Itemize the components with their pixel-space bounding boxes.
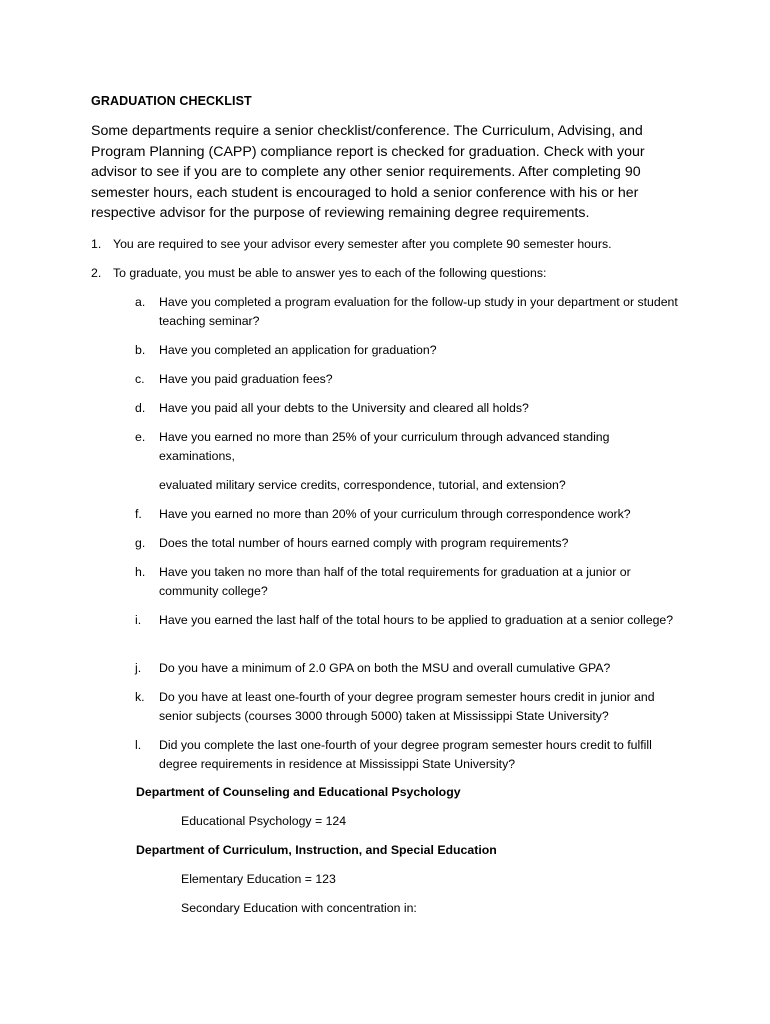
question-c xyxy=(135,370,680,389)
question-j xyxy=(135,659,680,678)
question-e-continuation: evaluated military service credits, correspondence, tutorial, and extension? xyxy=(159,478,566,492)
question-text: Does the total number of hours earned comply with program requirements? xyxy=(159,536,569,550)
item-text: To graduate, you must be able to answer yes to each of the following questions: xyxy=(113,266,547,280)
department-heading: Department of Counseling and Educational Psychology xyxy=(136,785,461,799)
item-number: 2. xyxy=(91,266,102,280)
department-heading: Department of Curriculum, Instruction, and Special Education xyxy=(136,843,497,857)
question-k xyxy=(135,688,680,725)
page-title: GRADUATION CHECKLIST xyxy=(91,94,252,108)
question-letter: k. xyxy=(135,690,145,704)
question-text: Have you earned no more than 25% of your curriculum through advanced standing examinations, xyxy=(159,430,610,463)
program-hours: Educational Psychology = 124 xyxy=(181,814,347,828)
question-e xyxy=(135,428,680,465)
question-a xyxy=(135,293,680,330)
question-letter: a. xyxy=(135,295,146,309)
question-text: Have you paid graduation fees? xyxy=(159,372,333,386)
question-text: Have you taken no more than half of the total requirements for graduation at a junior or community college? xyxy=(159,565,631,598)
question-letter: b. xyxy=(135,343,146,357)
question-text: Have you earned the last half of the total hours to be applied to graduation at a senior college? xyxy=(159,613,674,627)
question-letter: d. xyxy=(135,401,146,415)
question-letter: l. xyxy=(135,738,142,752)
question-f xyxy=(135,505,680,524)
item-number: 1. xyxy=(91,237,102,251)
question-text: Have you completed an application for graduation? xyxy=(159,343,437,357)
question-letter: f. xyxy=(135,507,142,521)
question-text: Do you have a minimum of 2.0 GPA on both the MSU and overall cumulative GPA? xyxy=(159,661,611,675)
program-hours: Secondary Education with concentration in: xyxy=(181,901,417,915)
item-text: You are required to see your advisor every semester after you complete 90 semester hours. xyxy=(113,237,612,251)
question-b xyxy=(135,341,680,360)
question-text: Have you paid all your debts to the University and cleared all holds? xyxy=(159,401,529,415)
question-text: Did you complete the last one-fourth of your degree program semester hours credit to fulfill degree requirements in residence at Mississippi State University? xyxy=(159,738,652,771)
question-l xyxy=(135,736,680,773)
question-letter: c. xyxy=(135,372,145,386)
question-d xyxy=(135,399,680,418)
question-text: Do you have at least one-fourth of your degree program semester hours credit in junior and senior subjects (courses 3000 through 5000) taken at Mississippi State University? xyxy=(159,690,655,723)
question-i xyxy=(135,611,680,630)
intro-paragraph: Some departments require a senior checklist/conference. The Curriculum, Advising, and Program Planning (CAPP) compliance report is checked for graduation. Check with your advisor to see if you are to complete any other senior requirements. After completing 90 semester hours, each student is encouraged to hold a senior conference with his or her respective advisor for the purpose of reviewing remaining degree requirements. xyxy=(91,123,645,222)
question-letter: i. xyxy=(135,613,142,627)
question-letter: e. xyxy=(135,430,146,444)
question-letter: g. xyxy=(135,536,146,550)
question-h xyxy=(135,563,680,600)
question-text: Have you earned no more than 20% of your curriculum through correspondence work? xyxy=(159,507,631,521)
question-text: Have you completed a program evaluation for the follow-up study in your department or student teaching seminar? xyxy=(159,295,678,328)
question-letter: h. xyxy=(135,565,146,579)
question-g xyxy=(135,534,680,553)
question-letter: j. xyxy=(135,661,142,675)
program-hours: Elementary Education = 123 xyxy=(181,872,336,886)
